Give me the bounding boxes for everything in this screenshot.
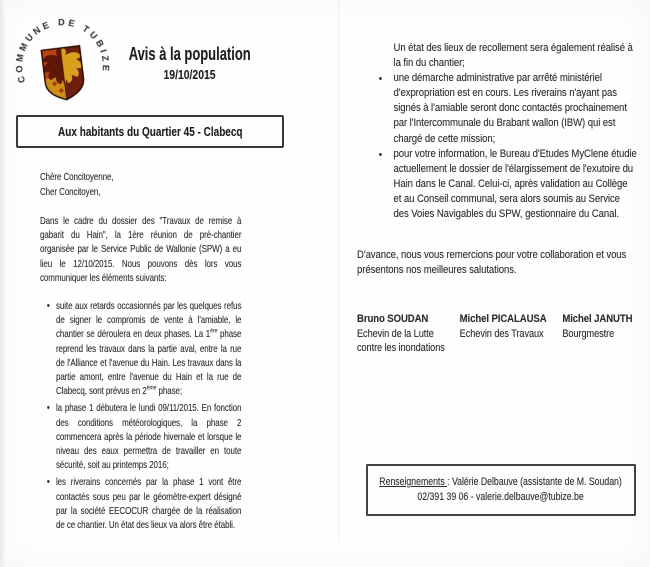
signer-name: Michel PICALAUSA [459,313,547,326]
signer-role: Bourgmestre [562,328,615,341]
letter-body-left [40,170,241,535]
greeting-line: Chère Concitoyenne, [40,171,114,183]
contact-info-box [366,464,636,516]
bullet-item: • les riverains concernés par la phase 1 vont être contactés sous peu par le géomètre-expert désigné par la société EECOCUR chargée de la réalisation de ce chantier. Un état des lieux va alors être établi. [56,475,241,532]
scan-edge-shadow [0,0,7,567]
signature [357,312,460,355]
notice-date: 19/10/2015 [163,67,217,82]
intro-paragraph: Dans le cadre du dossier des "Travaux de remise à gabarit du Hain", la 1ère réunion de pré-chantier organisée par le Service Public de Wallonie (SPW) a eu lieu le 12/10/2015. Nous pouvons dès lors vous communiquer les éléments suivants: [40,215,242,284]
page-title: Avis à la population [129,44,251,64]
bullet-item: • pour votre information, le Bureau d'Etudes MyClene étudie actuellement le dossier de l'élargissement de l'exutoire du Hain dans le Canal. Celui-ci, après validation au Collège et au Conseil communal, sera alors soumis au Service des Voies Navigables du SPW, gestionnaire du Canal. [394,147,638,222]
signature-block [357,312,637,355]
addressee-banner [16,115,284,148]
addressee-banner-text: Aux habitants du Quartier 45 - Clabecq [57,124,243,139]
page-edge-line [338,0,340,540]
right-bullet-list [357,71,637,222]
notice-header [92,44,288,84]
signature [460,312,563,355]
contact-info [380,475,622,505]
signature [562,312,637,355]
seal-arc-text: COMMUNE DE TUBIZE [14,17,112,85]
signer-role: Echevin de la Lutte [357,328,434,341]
signer-role: Echevin des Travaux [459,328,544,341]
greeting [40,170,241,200]
closing-paragraph: D'avance, nous vous remercions pour votre collaboration et vous présentons nos meilleures salutations. [357,249,627,277]
contact-line: 02/391 39 06 - valerie.delbauve@tubize.be [417,491,585,503]
signer-name: Bruno SOUDAN [357,313,429,326]
bullet-item: • une démarche administrative par arrêté ministériel d'expropriation est en cours. Les riverains n'ayant pas signés à l'amiable seront donc contactés prochainement par l'Intercommunale du Brabant wallon (IBW) qui est chargé de cette mission; [394,71,638,146]
greeting-line: Cher Concitoyen, [40,186,101,198]
bullet-continuation: Un état des lieux de recollement sera également réalisé à la fin du chantier; [393,42,633,70]
contact-line: Renseignements : Valérie Delbauve (assistante de M. Soudan) [379,476,623,488]
signer-name: Michel JANUTH [562,313,633,326]
bullet-item: • suite aux retards occasionnés par les quelques refus de signer le compromis de vente à l'amiable, le chantier se déroulera en deux phases. La 1ère phase reprend les travaux dans la partie aval, entre la rue de l'Alliance et l'avenue du Hain. Les travaux dans la partie amont, entre l'avenue du Hain et la rue de Clabecq, sont prévus en 2ème phase; [56,299,241,398]
bullet-item: • la phase 1 débutera le lundi 09/11/2015. En fonction des conditions météorologiques, la phase 2 commencera après la période hivernale et lorsque le niveau des eaux permettra de travailler en toute sécurité, soit au printemps 2016; [56,401,241,472]
signer-role: contre les inondations [357,342,445,355]
left-bullet-list [40,299,241,532]
letter-body-right [357,41,637,355]
